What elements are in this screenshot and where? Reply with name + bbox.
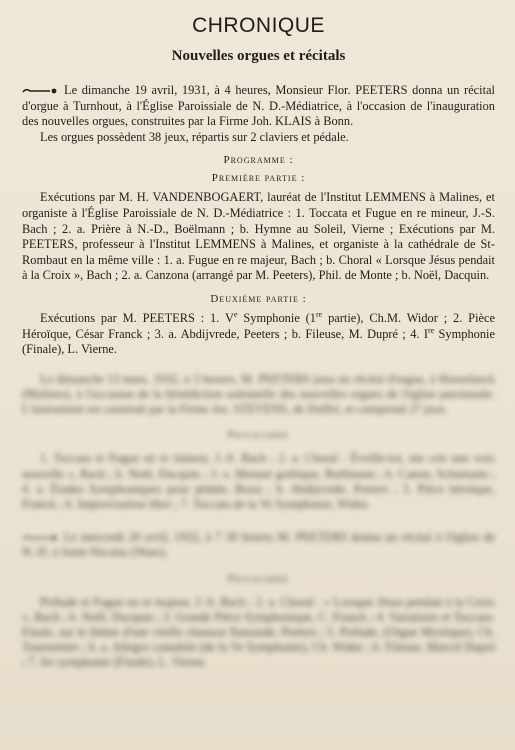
article2-intro: Le dimanche 13 mars, 1932, à 3 heures, M. PEETERS joua un récital d'orgue, à Hoeselaeck (Malines), à l'occasion de la bénédiction solennelle des nouvelles orgues de l'église paroissiale. L'instrument est construit par la Firme Jos. STEVENS, de Duffel, et comprend 27 jeux. (22, 371, 495, 417)
part2-text-b: Symphonie (1 (237, 310, 317, 325)
part2-sup-b: re (316, 309, 323, 319)
ornament-icon (22, 87, 58, 95)
ornament-icon (22, 534, 58, 542)
part2-text-a: Exécutions par M. PEETERS : 1. V (40, 310, 234, 325)
part2-text-d: Symphonie (Finale), L. Vierne. (22, 326, 495, 357)
article2-programme: 1. Toccata et Fugue en re mineur, J.-S. Bach ; 2. a. Choral : Éveille-toi, me crie une voix nouvelle », Bach ; b. Noël, Dacquin ; 3. a. Menuet gothique, Boëlmann ; b. Canon, Schumann ; 4. a. Études Symphoniques pour pédale, Bossi ; b. Abdijvrede, Peeters ; 5. Pièce héroïque, Franck ; 6. Improvisation libre ; 7. Toccata de la Ve Symphonie, Widor. (22, 451, 495, 511)
part2-text-c: partie), Ch.M. Widor ; 2. Pièce Héroïque, César Franck ; 3. a. Abdijvrede, Peeters ; b. Fileuse, M. Dupré ; 4. I (22, 310, 496, 341)
stops-paragraph: Les orgues possèdent 38 jeux, répartis sur 2 claviers et pédale. (40, 129, 349, 144)
intro-text: Le dimanche 19 avril, 1931, à 4 heures, Monsieur Flor. PEETERS donna un récital d'orgue à Turnhout, à l'Église Paroissiale de N. D.-Médiatrice, à l'occasion de l'inauguration des nouvelles orgues, construites par la Firme Joh. KLAIS à Bonn. (22, 83, 495, 129)
article-intro (22, 83, 495, 130)
page-title: CHRONIQUE (192, 14, 325, 37)
article3-intro (22, 530, 495, 560)
article2-heading: Programme (227, 429, 290, 442)
blurred-section (22, 372, 495, 671)
article3-programme: Prélude et Fugue en re majeur, J.-S. Bach ; 2. a. Choral : « Lorsque Jésus pendait à la Croix », Bach ; b. Noël, Dacquin ; 3. Grande Pièce Symphonique, C. Franck ; 4. Variations et Toccata-Finale, sur le thème d'une vieille chanson flamande, Peeters ; 5. Prélude, (Orgue Mystique), Ch. Tournemire ; 6. a. Allegro cantabile (de la Ve Symphonie), Ch. Widor ; b. Fileuse, Marcel Dupré ; 7. Ire symphonie (Finale), L. Vierne. (22, 594, 495, 670)
section-subtitle: Nouvelles orgues et récitals (171, 48, 346, 64)
part2-paragraph (22, 311, 495, 358)
part1-heading: Première partie : (211, 172, 306, 185)
article3-intro-text: Le mercredi 20 avril, 1932, à 7 30 heures M. PEETERS donna un récital à l'église de N.-D. à Saint-Nicolas (Waes). (22, 530, 495, 560)
programme-heading: Programme : (223, 154, 294, 167)
part1-paragraph: Exécutions par M. H. VANDENBOGAERT, lauréat de l'Institut LEMMENS à Malines, et organiste à l'Église Paroissiale de N. D.-Médiatrice : 1. Toccata et Fugue en re mineur, J.-S. Bach ; 2. a. Prière à N.-D., Boëlmann ; b. Hymne au Soleil, Vierne ; Exécutions par M. PEETERS, professeur à l'Institut LEMMENS à Malines, et organiste à la cathédrale de St-Rombaut en la même ville : 1. a. Fugue en re majeur, Bach ; b. Choral « Lorsque Jésus pendait à la Croix », Bach ; 2. a. Canzona (arrangé par M. Peeters), Phil. de Monte ; b. Noël, Dacquin. (22, 190, 495, 283)
article3-heading: Programme (227, 572, 290, 585)
part2-sup-c: re (427, 325, 435, 335)
part2-heading: Deuxième partie : (210, 292, 307, 305)
part2-sup-a: e (233, 309, 238, 319)
